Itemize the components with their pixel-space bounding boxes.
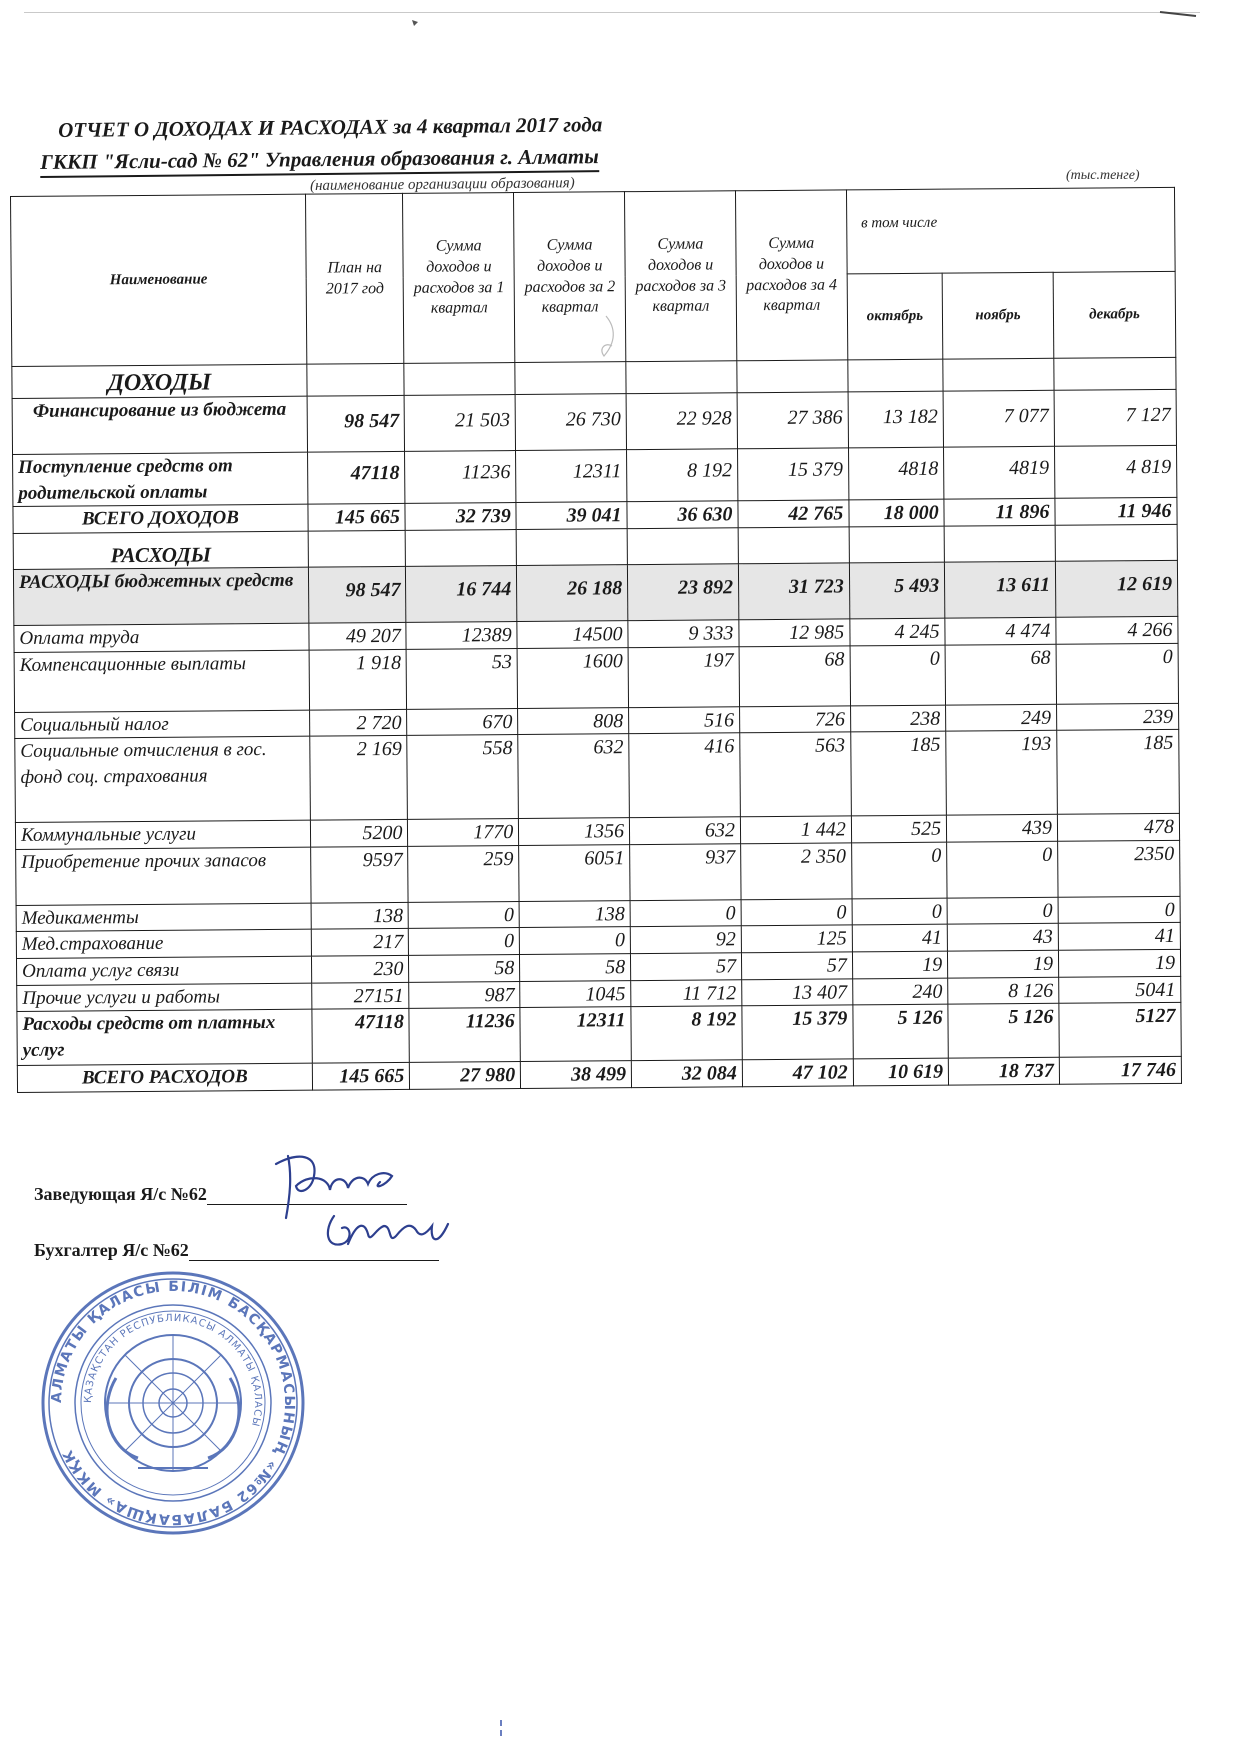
row-name: ВСЕГО ДОХОДОВ <box>13 504 308 533</box>
scan-edge-line <box>24 12 1200 13</box>
col-header-oct: октябрь <box>847 273 943 360</box>
table-row: Поступление средств от родительской оплаты 47118 11236 12311 8 192 15 379 4818 4819 4 819 <box>13 445 1177 506</box>
pencil-mark-icon <box>592 312 622 362</box>
row-name: Поступление средств от родительской оплаты <box>13 452 308 507</box>
expense-section-heading: РАСХОДЫ <box>13 531 308 569</box>
table-row: Коммунальные услуги 5200 1770 1356 632 1 442 525 439 478 <box>15 814 1179 850</box>
stamp-inner-text: ҚАЗАҚСТАН РЕСПУБЛИКАСЫ АЛМАТЫ ҚАЛАСЫ <box>82 1312 264 1429</box>
table-row: Социальные отчисления в гос. фонд соц. страхования 2 169 558 632 416 563 185 193 185 <box>15 730 1180 823</box>
col-header-q3: Сумма доходов и расходов за 3 квартал <box>625 191 737 362</box>
col-header-q1: Сумма доходов и расходов за 1 квартал <box>403 193 515 364</box>
table-row: Компенсационные выплаты 1 918 53 1600 197 68 0 68 0 <box>14 643 1178 712</box>
scan-speck-icon <box>410 18 420 28</box>
row-name: Оплата труда <box>14 623 309 652</box>
scan-speck-icon <box>1158 6 1198 18</box>
row-name: Компенсационные выплаты <box>14 650 309 712</box>
scan-speck-icon <box>496 1718 506 1738</box>
row-name: Расходы средств от платных услуг <box>17 1010 312 1066</box>
head-signature-label: Заведующая Я/с №62 <box>34 1184 207 1204</box>
official-stamp-icon <box>38 1268 308 1538</box>
col-header-nov: ноябрь <box>942 272 1054 359</box>
row-name: Социальные отчисления в гос. фонд соц. страхования <box>15 736 311 822</box>
col-header-q4: Сумма доходов и расходов за 4 квартал <box>735 190 847 361</box>
table-row: Социальный налог 2 720 670 808 516 726 238 249 239 <box>15 703 1179 739</box>
col-header-name: Наименование <box>11 194 307 366</box>
row-name: Приобретение прочих запасов <box>16 847 311 905</box>
table-row: Прочие услуги и работы 27151 987 1045 11 712 13 407 240 8 126 5041 <box>17 976 1181 1012</box>
organization-name: ГККП "Ясли-сад № 62" Управления образования г. Алматы <box>40 144 599 178</box>
accountant-signature-label: Бухгалтер Я/с №62 <box>34 1240 189 1260</box>
row-name: Прочие услуги и работы <box>17 983 312 1012</box>
row-name: Финансирование из бюджета <box>12 396 307 454</box>
table-row: Мед.страхование 217 0 0 92 125 41 43 41 <box>16 923 1180 959</box>
col-header-q2: Сумма доходов и расходов за 2 квартал <box>514 192 626 363</box>
col-header-plan: План на 2017 год <box>305 193 404 364</box>
table-row: Оплата услуг связи 230 58 58 57 57 19 19 19 <box>16 949 1180 985</box>
table-row: Приобретение прочих запасов 9597 259 6051 937 2 350 0 0 2350 <box>16 840 1180 905</box>
table-row: Финансирование из бюджета 98 547 21 503 26 730 22 928 27 386 13 182 7 077 7 127 <box>12 389 1176 454</box>
col-header-dec: декабрь <box>1053 271 1176 358</box>
row-name: Оплата услуг связи <box>16 956 311 985</box>
table-row: Расходы средств от платных услуг 47118 11236 12311 8 192 15 379 5 126 5 126 5127 <box>17 1003 1181 1066</box>
accountant-signature-icon <box>320 1204 460 1264</box>
table-row: ВСЕГО ДОХОДОВ 145 665 32 739 39 041 36 630 42 765 18 000 11 896 11 946 <box>13 498 1177 534</box>
income-section-heading: ДОХОДЫ <box>12 364 307 398</box>
row-name: ВСЕГО РАСХОДОВ <box>17 1064 312 1093</box>
row-name: Коммунальные услуги <box>15 820 310 849</box>
stamp-outer-text: АЛМАТЫ ҚАЛАСЫ БІЛІМ БАСҚАРМАСЫНЫҢ «№62 БАЛАБАҚША» МКҚК <box>48 1278 298 1528</box>
units-label: (тыс.тенге) <box>1066 168 1140 183</box>
table-row: Медикаменты 138 0 138 0 0 0 0 0 <box>16 896 1180 932</box>
row-name: РАСХОДЫ бюджетных средств <box>13 567 308 625</box>
table-row: ВСЕГО РАСХОДОВ 145 665 27 980 38 499 32 084 47 102 10 619 18 737 17 746 <box>17 1057 1181 1093</box>
organization-caption: (наименование организации образования) <box>310 175 575 194</box>
row-name: Медикаменты <box>16 903 311 932</box>
col-header-including: в том числе <box>846 187 1175 274</box>
table-row: РАСХОДЫ бюджетных средств 98 547 16 744 26 188 23 892 31 723 5 493 13 611 12 619 <box>13 560 1177 625</box>
row-name: Мед.страхование <box>16 930 311 959</box>
row-name: Социальный налог <box>15 710 310 739</box>
table-row: Оплата труда 49 207 12389 14500 9 333 12 985 4 245 4 474 4 266 <box>14 616 1178 652</box>
report-title: ОТЧЕТ О ДОХОДАХ И РАСХОДАХ за 4 квартал 2017 года <box>58 112 603 142</box>
